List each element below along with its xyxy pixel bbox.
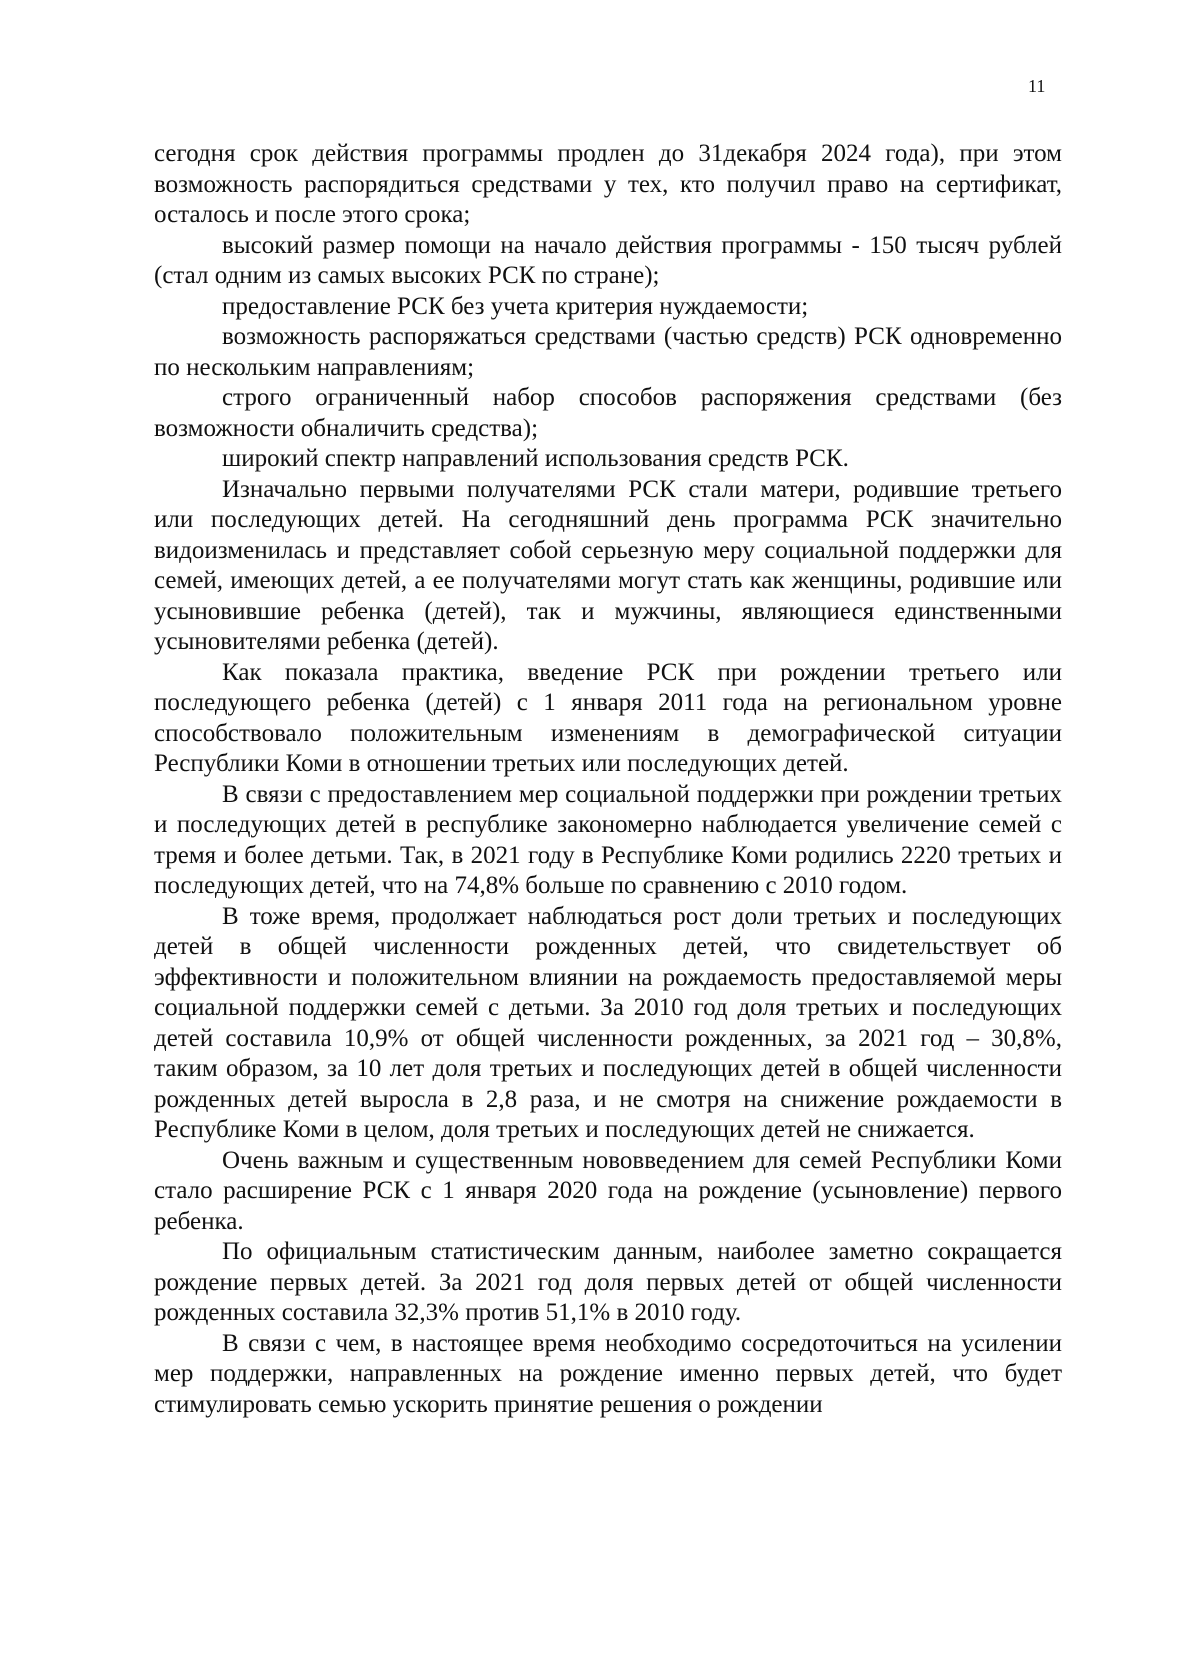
- list-item-multiple-directions: возможность распоряжаться средствами (частью средств) РСК одновременно по нескольким направлениям;: [154, 323, 1062, 381]
- paragraph-practice: Как показала практика, введение РСК при рождении третьего или последующего ребенка (детей) с 1 января 2011 года на региональном уровне способствовало положительным изменениям в демографической ситуации Республики Коми в отношении третьих или последующих детей.: [154, 658, 1062, 777]
- paragraph-statistics: По официальным статистическим данным, наиболее заметно сокращается рождение первых детей. За 2021 год доля первых детей от общей численности рожденных составила 32,3% против 51,1% в 2010 году.: [154, 1238, 1062, 1326]
- list-item-aid-amount: высокий размер помощи на начало действия программы - 150 тысяч рублей (стал одним из самых высоких РСК по стране);: [154, 231, 1062, 289]
- paragraph-initial-recipients: Изначально первыми получателями РСК стали матери, родившие третьего или последующих детей. На сегодняшний день программа РСК значительно видоизменилась и представляет собой серьезную меру социальной поддержки для семей, имеющих детей, а ее получателями могут стать как женщины, родившие или усыновившие ребенка (детей), так и мужчины, являющиеся единственными усыновителями ребенка (детей).: [154, 475, 1062, 655]
- list-item-wide-range: широкий спектр направлений использования средств РСК.: [222, 445, 849, 472]
- page-number: 11: [1028, 76, 1046, 96]
- paragraph-continuation: сегодня срок действия программы продлен до 31декабря 2024 года), при этом возможность распорядиться средствами у тех, кто получил право на сертификат, осталось и после этого срока;: [154, 140, 1062, 228]
- paragraph-support-measures: В связи с предоставлением мер социальной поддержки при рождении третьих и последующих детей в республике закономерно наблюдается увеличение семей с тремя и более детьми. Так, в 2021 году в Республике Коми родились 2220 третьих и последующих детей, что на 74,8% больше по сравнению с 2010 годом.: [154, 780, 1062, 899]
- list-item-no-need-criterion: предоставление РСК без учета критерия нуждаемости;: [222, 292, 809, 320]
- paragraph-first-child-expansion: Очень важным и существенным нововведением для семей Республики Коми стало расширение РСК с 1 января 2020 года на рождение (усыновление) первого ребенка.: [154, 1146, 1062, 1235]
- paragraph-conclusion: В связи с чем, в настоящее время необходимо сосредоточиться на усилении мер поддержки, направленных на рождение именно первых детей, что будет стимулировать семью ускорить принятие решения о рождении: [154, 1329, 1062, 1418]
- paragraph-share-growth: В тоже время, продолжает наблюдаться рост доли третьих и последующих детей в общей численности рожденных детей, что свидетельствует об эффективности и положительном влиянии на рождаемость предоставляемой меры социальной поддержки семей с детьми. За 2010 год доля третьих и последующих детей составила 10,9% от общей численности рожденных, за 2021 год – 30,8%, таким образом, за 10 лет доля третьих и последующих детей в общей численности рожденных детей выросла в 2,8 раза, и не смотря на снижение рождаемости в Республике Коми в целом, доля третьих и последующих детей не снижается.: [154, 902, 1062, 1143]
- body-text: [154, 139, 1062, 1420]
- list-item-limited-methods: строго ограниченный набор способов распоряжения средствами (без возможности обналичить средства);: [154, 384, 1062, 442]
